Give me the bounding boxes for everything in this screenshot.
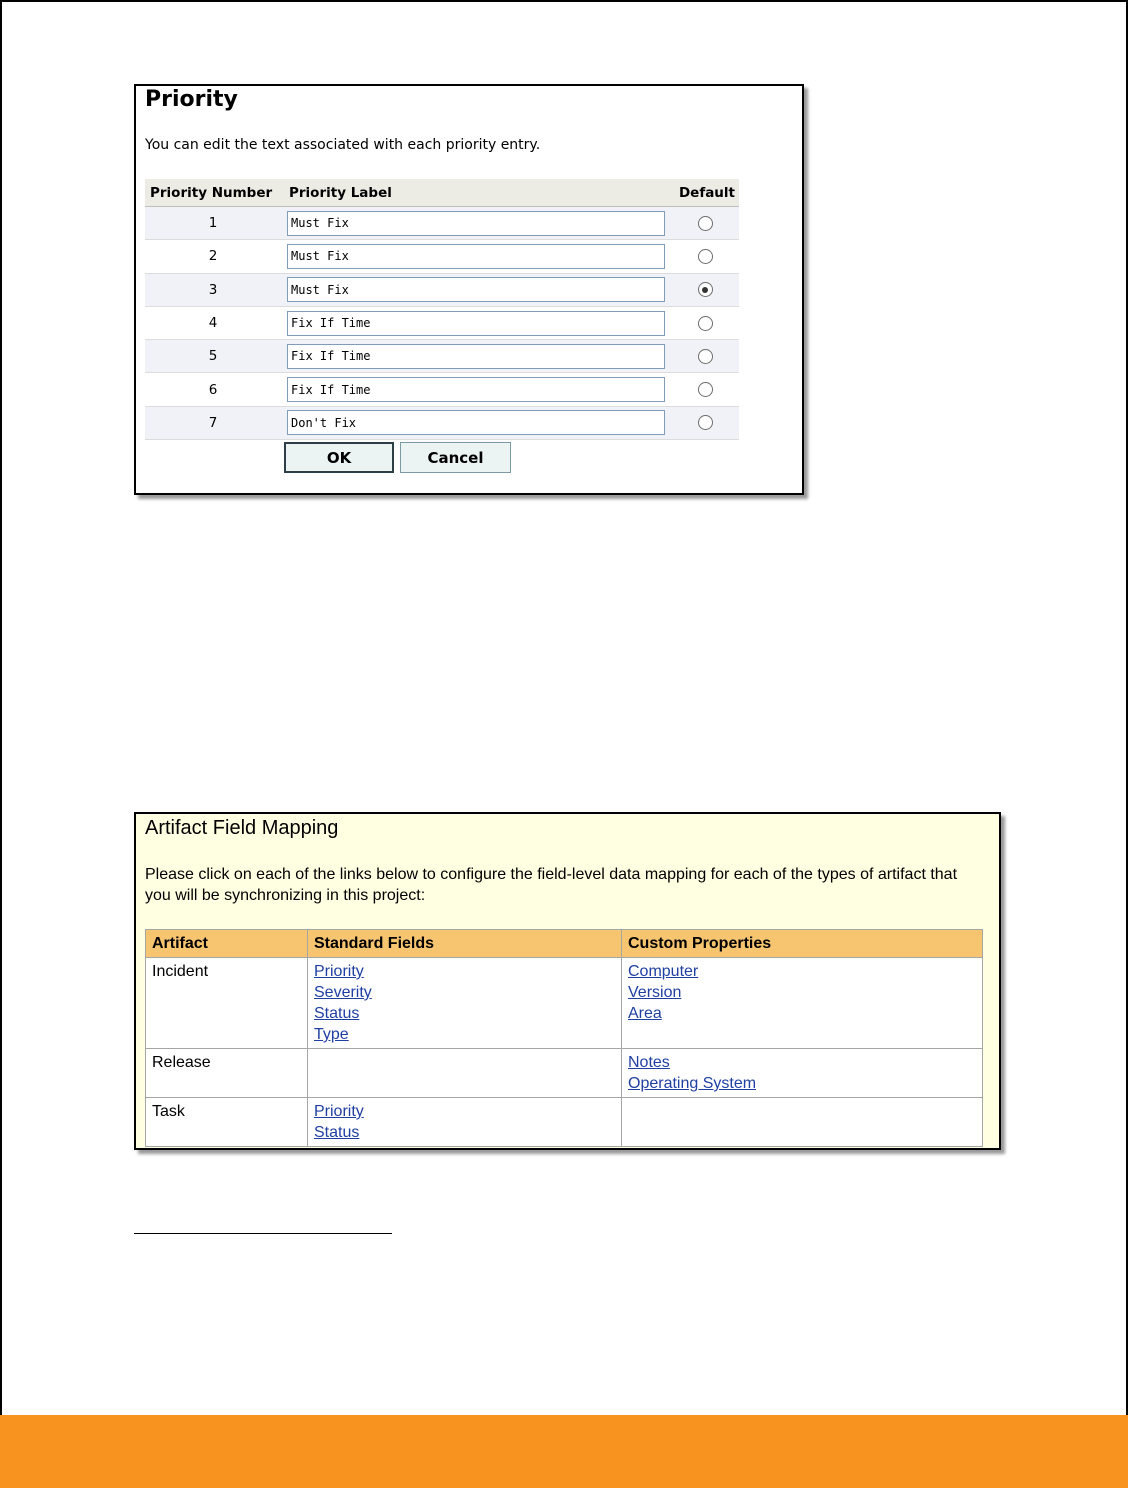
priority-table bbox=[145, 179, 739, 440]
artifact-name: Release bbox=[146, 1049, 308, 1098]
artifact-field-mapping-title: Artifact Field Mapping bbox=[145, 817, 339, 839]
property-link-operating-system[interactable]: Operating System bbox=[628, 1075, 757, 1092]
default-radio[interactable] bbox=[698, 316, 713, 331]
column-default: Default bbox=[678, 184, 735, 201]
property-link-notes[interactable]: Notes bbox=[628, 1054, 670, 1071]
priority-number: 2 bbox=[208, 248, 218, 265]
column-priority-number: Priority Number bbox=[150, 184, 273, 201]
artifact-mapping-header bbox=[146, 930, 983, 958]
priority-number: 5 bbox=[208, 348, 218, 365]
priority-number: 4 bbox=[208, 315, 218, 332]
priority-row bbox=[145, 407, 739, 440]
cancel-button[interactable]: Cancel bbox=[400, 442, 511, 473]
priority-row bbox=[145, 274, 739, 307]
priority-row bbox=[145, 207, 739, 240]
table-row bbox=[146, 958, 983, 1049]
custom-properties-cell bbox=[622, 958, 983, 1049]
priority-title: Priority bbox=[145, 87, 238, 112]
priority-number: 1 bbox=[208, 215, 218, 232]
artifact-name: Task bbox=[146, 1098, 308, 1147]
field-link-status[interactable]: Status bbox=[314, 1005, 360, 1022]
priority-row bbox=[145, 340, 739, 373]
table-row bbox=[146, 1049, 983, 1098]
default-radio[interactable] bbox=[698, 216, 713, 231]
priority-row bbox=[145, 240, 739, 273]
priority-panel bbox=[134, 84, 804, 495]
priority-label-input[interactable] bbox=[287, 344, 665, 369]
field-link-priority[interactable]: Priority bbox=[314, 1103, 364, 1120]
field-link-status[interactable]: Status bbox=[314, 1124, 360, 1141]
footer-bar bbox=[0, 1415, 1128, 1488]
table-row bbox=[146, 1098, 983, 1147]
artifact-field-mapping-panel bbox=[134, 812, 1001, 1150]
property-link-computer[interactable]: Computer bbox=[628, 963, 699, 980]
default-radio[interactable] bbox=[698, 349, 713, 364]
standard-fields-cell bbox=[308, 1049, 622, 1098]
priority-row bbox=[145, 373, 739, 406]
priority-label-input[interactable] bbox=[287, 244, 665, 269]
default-radio[interactable] bbox=[698, 249, 713, 264]
default-radio[interactable] bbox=[698, 382, 713, 397]
priority-label-input[interactable] bbox=[287, 410, 665, 435]
property-link-version[interactable]: Version bbox=[628, 984, 682, 1001]
priority-table-header bbox=[145, 179, 739, 207]
custom-properties-cell bbox=[622, 1049, 983, 1098]
priority-number: 3 bbox=[208, 281, 218, 298]
footnote-separator bbox=[134, 1233, 392, 1234]
column-standard-fields: Standard Fields bbox=[308, 930, 622, 958]
field-link-type[interactable]: Type bbox=[314, 1026, 349, 1043]
artifact-field-mapping-description: Please click on each of the links below to configure the field-level data mapping for each of the types of artifact that you will be synchronizing in this project: bbox=[145, 866, 958, 904]
default-radio[interactable] bbox=[698, 415, 713, 430]
column-artifact: Artifact bbox=[146, 930, 308, 958]
priority-label-input[interactable] bbox=[287, 311, 665, 336]
field-link-severity[interactable]: Severity bbox=[314, 984, 372, 1001]
standard-fields-cell bbox=[308, 1098, 622, 1147]
ok-button[interactable]: OK bbox=[284, 442, 394, 473]
priority-label-input[interactable] bbox=[287, 211, 665, 236]
custom-properties-cell bbox=[622, 1098, 983, 1147]
priority-number: 6 bbox=[208, 381, 218, 398]
artifact-mapping-table bbox=[145, 929, 983, 1147]
priority-number: 7 bbox=[208, 414, 218, 431]
column-priority-label: Priority Label bbox=[289, 184, 392, 201]
standard-fields-cell bbox=[308, 958, 622, 1049]
priority-label-input[interactable] bbox=[287, 377, 665, 402]
default-radio[interactable] bbox=[698, 282, 713, 297]
field-link-priority[interactable]: Priority bbox=[314, 963, 364, 980]
artifact-name: Incident bbox=[146, 958, 308, 1049]
column-custom-properties: Custom Properties bbox=[622, 930, 983, 958]
priority-label-input[interactable] bbox=[287, 277, 665, 302]
priority-description: You can edit the text associated with each priority entry. bbox=[145, 137, 541, 153]
priority-row bbox=[145, 307, 739, 340]
property-link-area[interactable]: Area bbox=[628, 1005, 662, 1022]
